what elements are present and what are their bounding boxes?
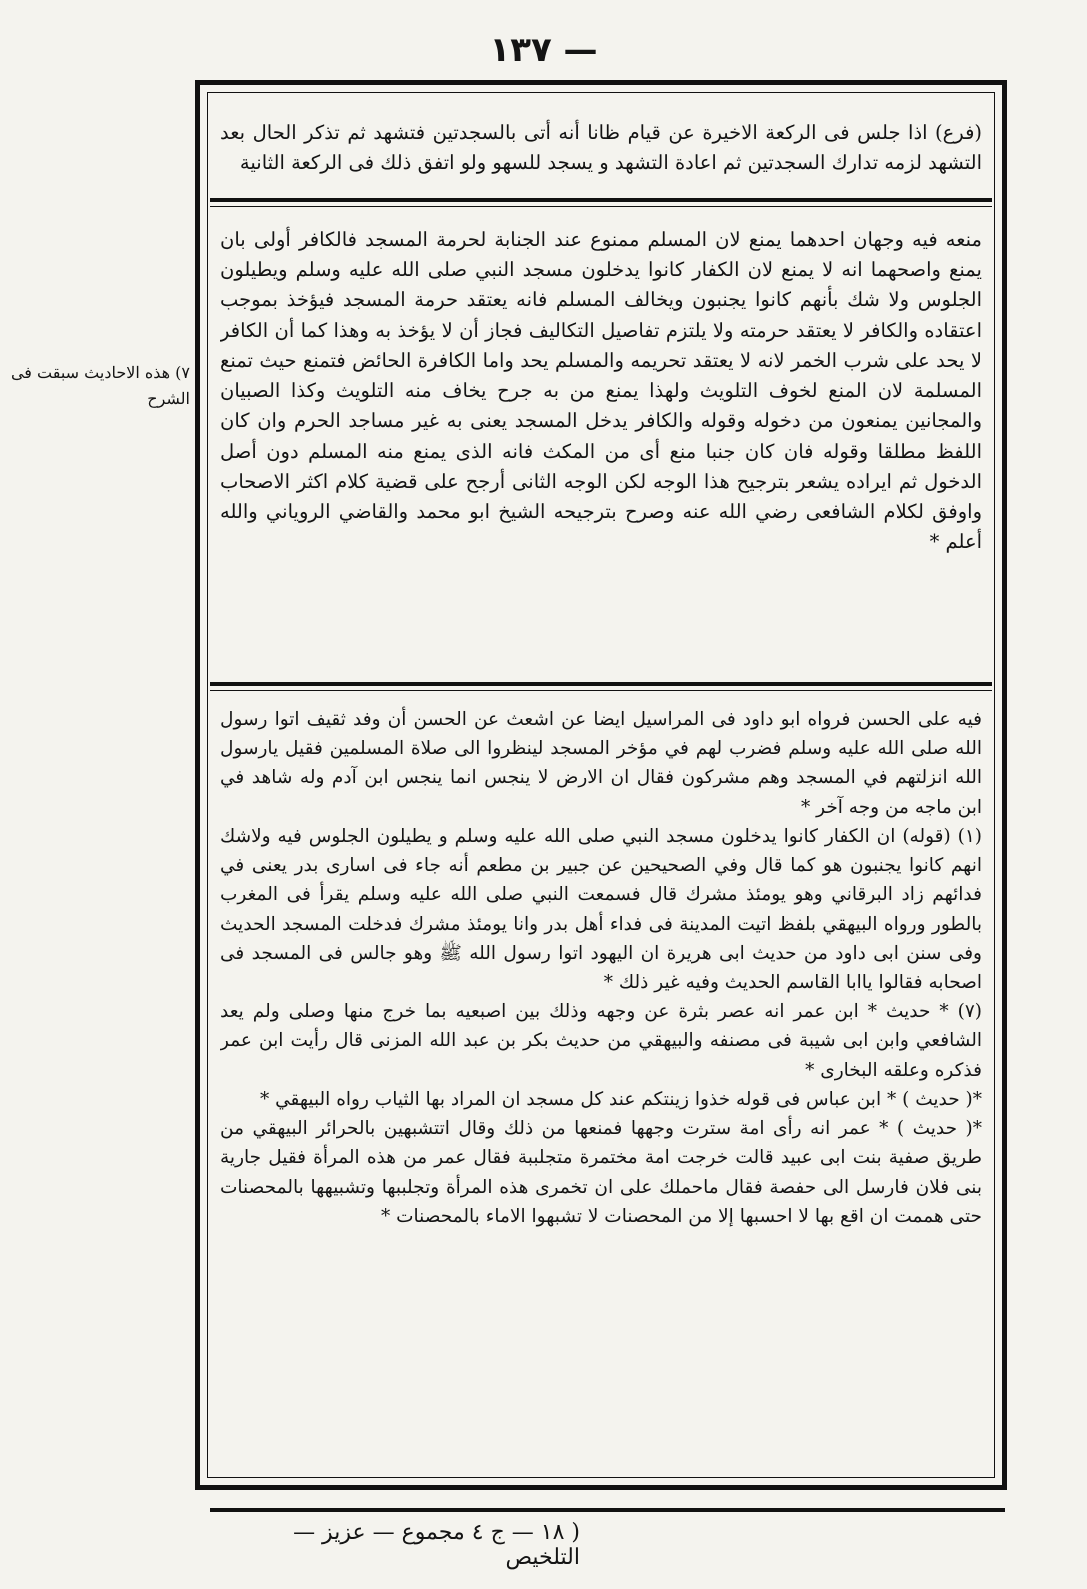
bottom-paragraph: فيه على الحسن فرواه ابو داود فى المراسيل ايضا عن اشعث عن الحسن أن وفد ثقيف اتوا رسول الله صلى الله عليه وسلم فضرب لهم في مؤخر المسجد لينظروا الى صلاة المسلمين فقيل يارسول الله انزلتهم في المسجد وهم مشركون فقال ان الارض لا ينجس انما ينجس ابن آدم وله شاهد في ابن ماجه من وجه آخر * <box>220 709 982 818</box>
middle-block <box>220 225 982 695</box>
top-block <box>220 118 982 228</box>
divider-thin <box>210 690 992 691</box>
divider-thick <box>210 198 992 202</box>
bottom-paragraph: *( حديث ) * ابن عباس فى قوله خذوا زينتكم عند كل مسجد ان المراد بها الثياب رواه البيهقي * <box>259 1088 982 1110</box>
footer-rule <box>210 1508 1005 1512</box>
page-frame <box>195 80 1007 1490</box>
divider-thin <box>210 206 992 207</box>
bottom-paragraph: (٧) * حديث * ابن عمر انه عصر بثرة عن وجهه وذلك بين اصبعيه بما خرج منها وصلى ولم يعد الشافعي وابن ابى شيبة فى مصنفه والبيهقي من حديث بكر بن عبد الله المزنى قال رأيت ابن عمر فذكره وعلقه البخارى * <box>220 1001 982 1081</box>
middle-paragraph: منعه فيه وجهان احدهما يمنع لان المسلم ممنوع عند الجنابة لحرمة المسجد فالكافر أولى بان يمنع واصحهما انه لا يمنع لان الكفار كانوا يدخلون مسجد النبي صلى الله عليه وسلم ويطيلون الجلوس ولا شك بأنهم كانوا يجنبون ويخالف المسلم فانه يعتقد حرمة المسجد فيؤخذ بموجب اعتقاده والكافر لا يعتقد حرمته ولا يلتزم تفاصيل التكاليف فجاز أن لا يؤخذ به وهذا كما أن الكافر لا يحد على شرب الخمر لانه لا يعتقد تحريمه والمسلم يحد واما الكافرة الحائض فتمنع حيث تمنع المسلمة لان المنع لخوف التلويث ولهذا يمنع من به جرح يخاف منه التلويث وكذا الصبيان والمجانين يمنعون من دخوله وقوله والكافر يدخل المسجد يعنى به غير مساجد الحرم وان كان اللفظ مطلقا وقوله فان كان جنبا منع أى من المكث فانه الذى يمنع منه المسلم دون أصل الدخول ثم ايراده يشعر بترجيح هذا الوجه لكن الوجه الثانى أرجح على قضية كلام اكثر الاصحاب واوفق لكلام الشافعى رضي الله عنه وصرح بترجيحه الشيخ ابو محمد والقاضي الروياني والله أعلم * <box>220 228 982 554</box>
footer-signature: ( ١٨ — ج ٤ مجموع — عزيز — التلخيص <box>293 1520 580 1570</box>
bottom-block <box>220 705 982 1485</box>
bottom-paragraph: (١) (قوله) ان الكفار كانوا يدخلون مسجد النبي صلى الله عليه وسلم و يطيلون الجلوس فيه ولاشك انهم كانوا يجنبون هو كما قال وفي الصحيحين عن جبير بن مطعم أنه جاء فى اسارى بدر يعنى في فدائهم زاد البرقاني وهو يومئذ مشرك قال فسمعت النبي صلى الله عليه وسلم يقرأ فى المغرب بالطور ورواه البيهقي بلفظ اتيت المدينة فى فداء أهل بدر وانا يومئذ مشرك فدخلت المسجد الحديث وفى سنن ابى داود من حديث ابى هريرة ان اليهود اتوا رسول الله ﷺ وهو جالس فى المسجد فى اصحابه فقالوا ياابا القاسم الحديث وفيه غير ذلك * <box>220 825 982 993</box>
top-paragraph: (فرع) اذا جلس فى الركعة الاخيرة عن قيام ظانا أنه أتى بالسجدتين فتشهد ثم تذكر الحال بعد التشهد لزمه تدارك السجدتين ثم اعادة التشهد و يسجد للسهو ولو اتفق ذلك فى الركعة الثانية <box>220 121 982 175</box>
side-note: ٧) هذه الاحاديث سبقت فى الشرح <box>10 363 190 408</box>
divider-thick <box>210 682 992 686</box>
page-number: ١٣٧ — <box>489 30 598 70</box>
bottom-paragraph: *( حديث ) * عمر انه رأى امة سترت وجهها فمنعها من ذلك وقال اتتشبهين بالحرائر البيهقي من طريق صفية بنت ابى عبيد قالت خرجت امة مختمرة متجلببة فقال عمر من هذه المرأة فقيل جارية بنى فلان فارسل الى حفصة فقال ماحملك على ان تخمرى هذه المرأة وتجلببها وتشبيهها بالمحصنات حتى هممت ان اقع بها لا احسبها إلا من المحصنات لا تشبهوا الاماء بالمحصنات * <box>220 1118 982 1227</box>
